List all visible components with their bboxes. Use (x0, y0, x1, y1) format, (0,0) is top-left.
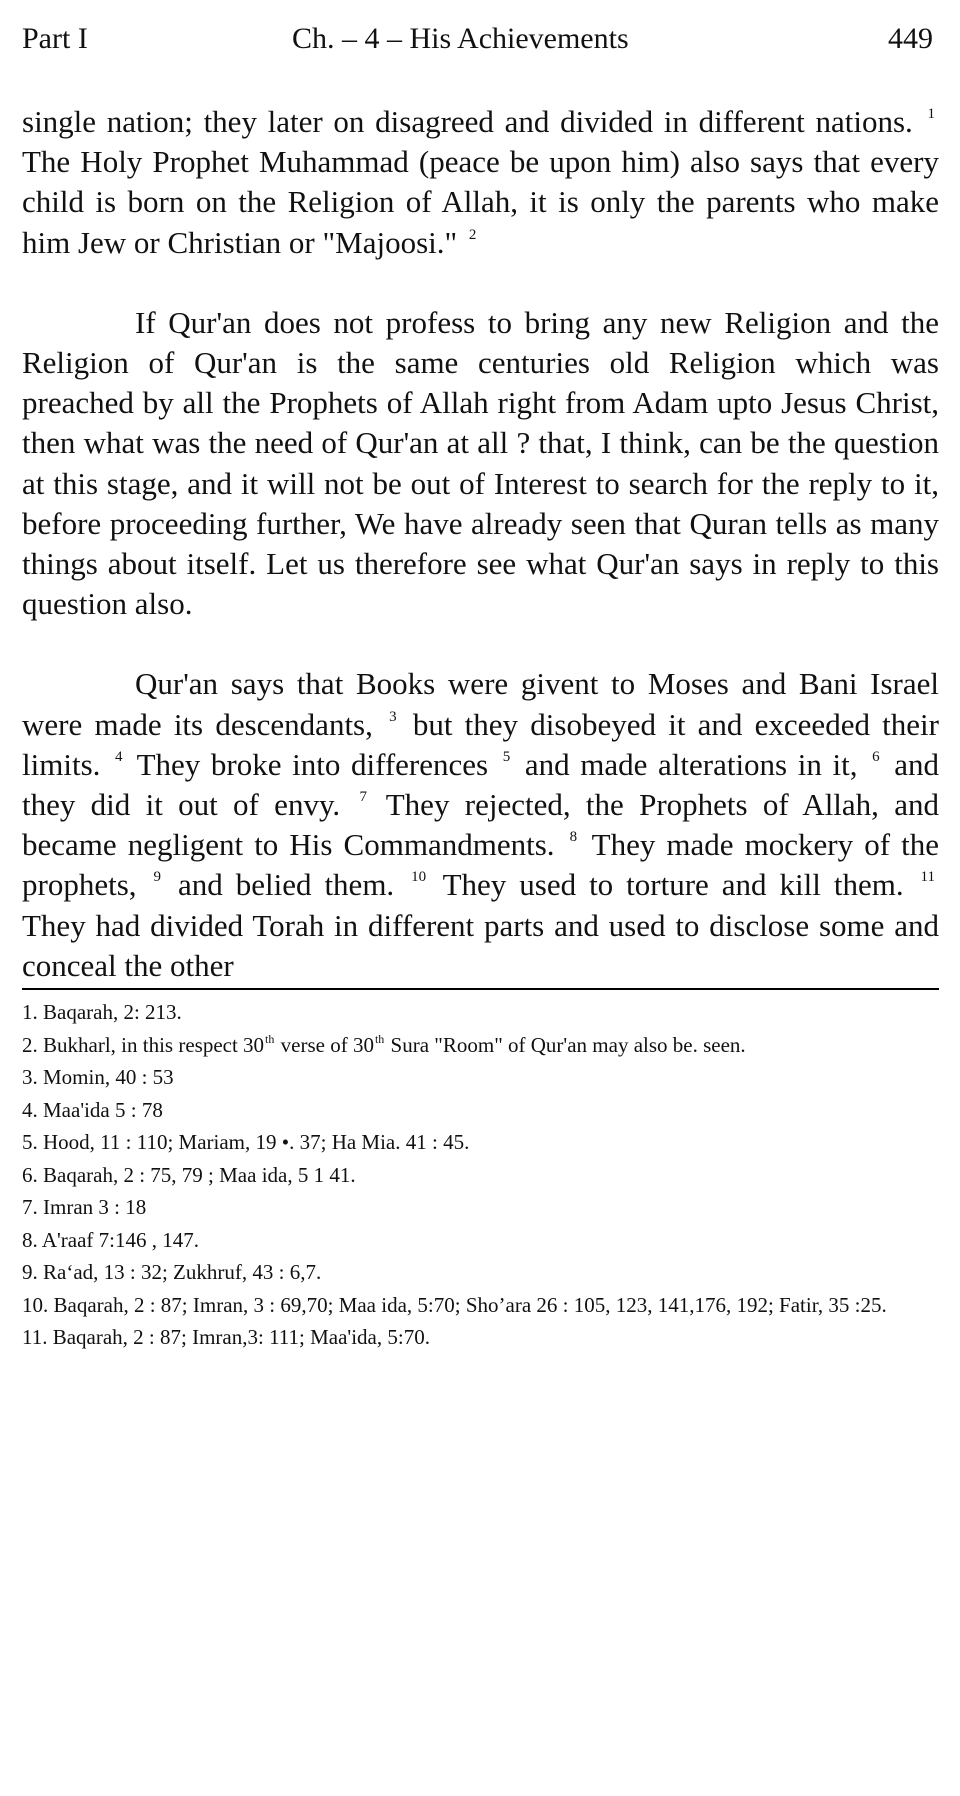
footnote-11 (22, 1321, 939, 1354)
text-run: 8. A'raaf 7:146 , 147. (22, 1227, 200, 1252)
footnote-6 (22, 1159, 939, 1192)
chapter-title: Ch. – 4 – His Achievements (292, 22, 629, 55)
footnote-8 (22, 1224, 939, 1257)
text-run: 7. Imran 3 : 18 (22, 1195, 147, 1220)
text-run: 9. Ra‘ad, 13 : 32; Zukhruf, 43 : 6,7. (22, 1260, 322, 1285)
text-run: 10. Baqarah, 2 : 87; Imran, 3 : 69,70; Maa ida, 5:70; Sho’ara 26 : 105, 123, 141,176, 192; Fatir, 35 :25. (22, 1292, 887, 1317)
footnotes-list (22, 996, 939, 1354)
footnote-5 (22, 1126, 939, 1159)
text-run: but they disobeyed it and exceeded their limits. (22, 706, 939, 782)
text-run: If Qur'an does not profess to bring any new Religion and the Religion of Qur'an is the same centuries old Religion which was preached by all the Prophets of Allah right from Adam upto Jesus Christ, then what was the need of Qur'an at all ? that, I think, can be the question at this stage, and it will not be out of Interest to search for the reply to it, before proceeding further, We have already seen that Quran tells as many things about itself. Let us therefore see what Qur'an says in reply to this question also. (22, 304, 939, 622)
paragraph-3 (22, 664, 939, 986)
text-run: 2. Bukharl, in this respect 30 (22, 1032, 265, 1057)
text-run: 1. Baqarah, 2: 213. (22, 1000, 182, 1025)
footnote-ref: 4 (115, 748, 123, 765)
footnote-7 (22, 1191, 939, 1224)
page-header (22, 0, 939, 70)
text-run: verse of 30 (275, 1032, 374, 1057)
text-run: Sura "Room" of Qur'an may also be. seen. (385, 1032, 746, 1057)
footnote-ref: 9 (153, 869, 161, 886)
text-run: and belied them. (165, 867, 408, 903)
footnote-ref: 8 (569, 829, 578, 846)
footnote-ref: th (374, 1031, 385, 1046)
text-run: Qur'an says that Books were givent to Moses and Bani Israel were made its descendants, (22, 666, 939, 742)
text-run: 5. Hood, 11 : 110; Mariam, 19 •. 37; Ha Mia. 41 : 45. (22, 1130, 470, 1155)
page-number: 449 (888, 22, 933, 55)
book-page (22, 0, 939, 1354)
text-run: The Holy Prophet Muhammad (peace be upon him) also says that every child is born on the Religion of Allah, it is only the parents who make him Jew or Christian or "Majoosi." (22, 144, 939, 260)
footnote-ref: 10 (411, 869, 427, 886)
footnote-ref: 5 (502, 748, 511, 765)
text-run: and made alterations in it, (514, 746, 869, 782)
text-run: They broke into differences (126, 746, 499, 782)
footnote-2 (22, 1029, 939, 1062)
footnote-3 (22, 1061, 939, 1094)
text-run: 3. Momin, 40 : 53 (22, 1065, 174, 1090)
part-label: Part I (22, 22, 88, 55)
text-run: They rejected, the Prophets of Allah, and became negligent to His Commandments. (22, 787, 939, 863)
text-run: They had divided Torah in different parts and used to disclose some and conceal the other (22, 907, 939, 983)
footnote-ref: 7 (359, 789, 367, 806)
text-run: 6. Baqarah, 2 : 75, 79 ; Maa ida, 5 1 41. (22, 1162, 356, 1187)
text-run: single nation; they later on disagreed and divided in different nations. (22, 104, 924, 139)
footnote-ref: th (265, 1031, 275, 1046)
paragraph-1 (22, 102, 939, 263)
footnote-9 (22, 1256, 939, 1289)
footnote-divider (22, 988, 939, 990)
footnote-ref: 2 (468, 226, 477, 243)
footnote-ref: 6 (872, 748, 880, 765)
footnote-ref: 3 (389, 708, 397, 725)
text-run: 4. Maa'ida 5 : 78 (22, 1097, 163, 1122)
footnote-ref: 11 (920, 869, 935, 886)
text-run: They made mockery of the prophets, (22, 827, 939, 903)
text-run: and they did it out of envy. (22, 746, 939, 823)
paragraph-2 (22, 303, 939, 625)
text-run: 11. Baqarah, 2 : 87; Imran,3: 111; Maa'ida, 5:70. (22, 1325, 430, 1350)
footnote-1 (22, 996, 939, 1029)
footnote-4 (22, 1094, 939, 1127)
footnote-10 (22, 1289, 939, 1322)
text-run: They used to torture and kill them. (430, 867, 917, 903)
footnote-ref: 1 (927, 106, 935, 122)
